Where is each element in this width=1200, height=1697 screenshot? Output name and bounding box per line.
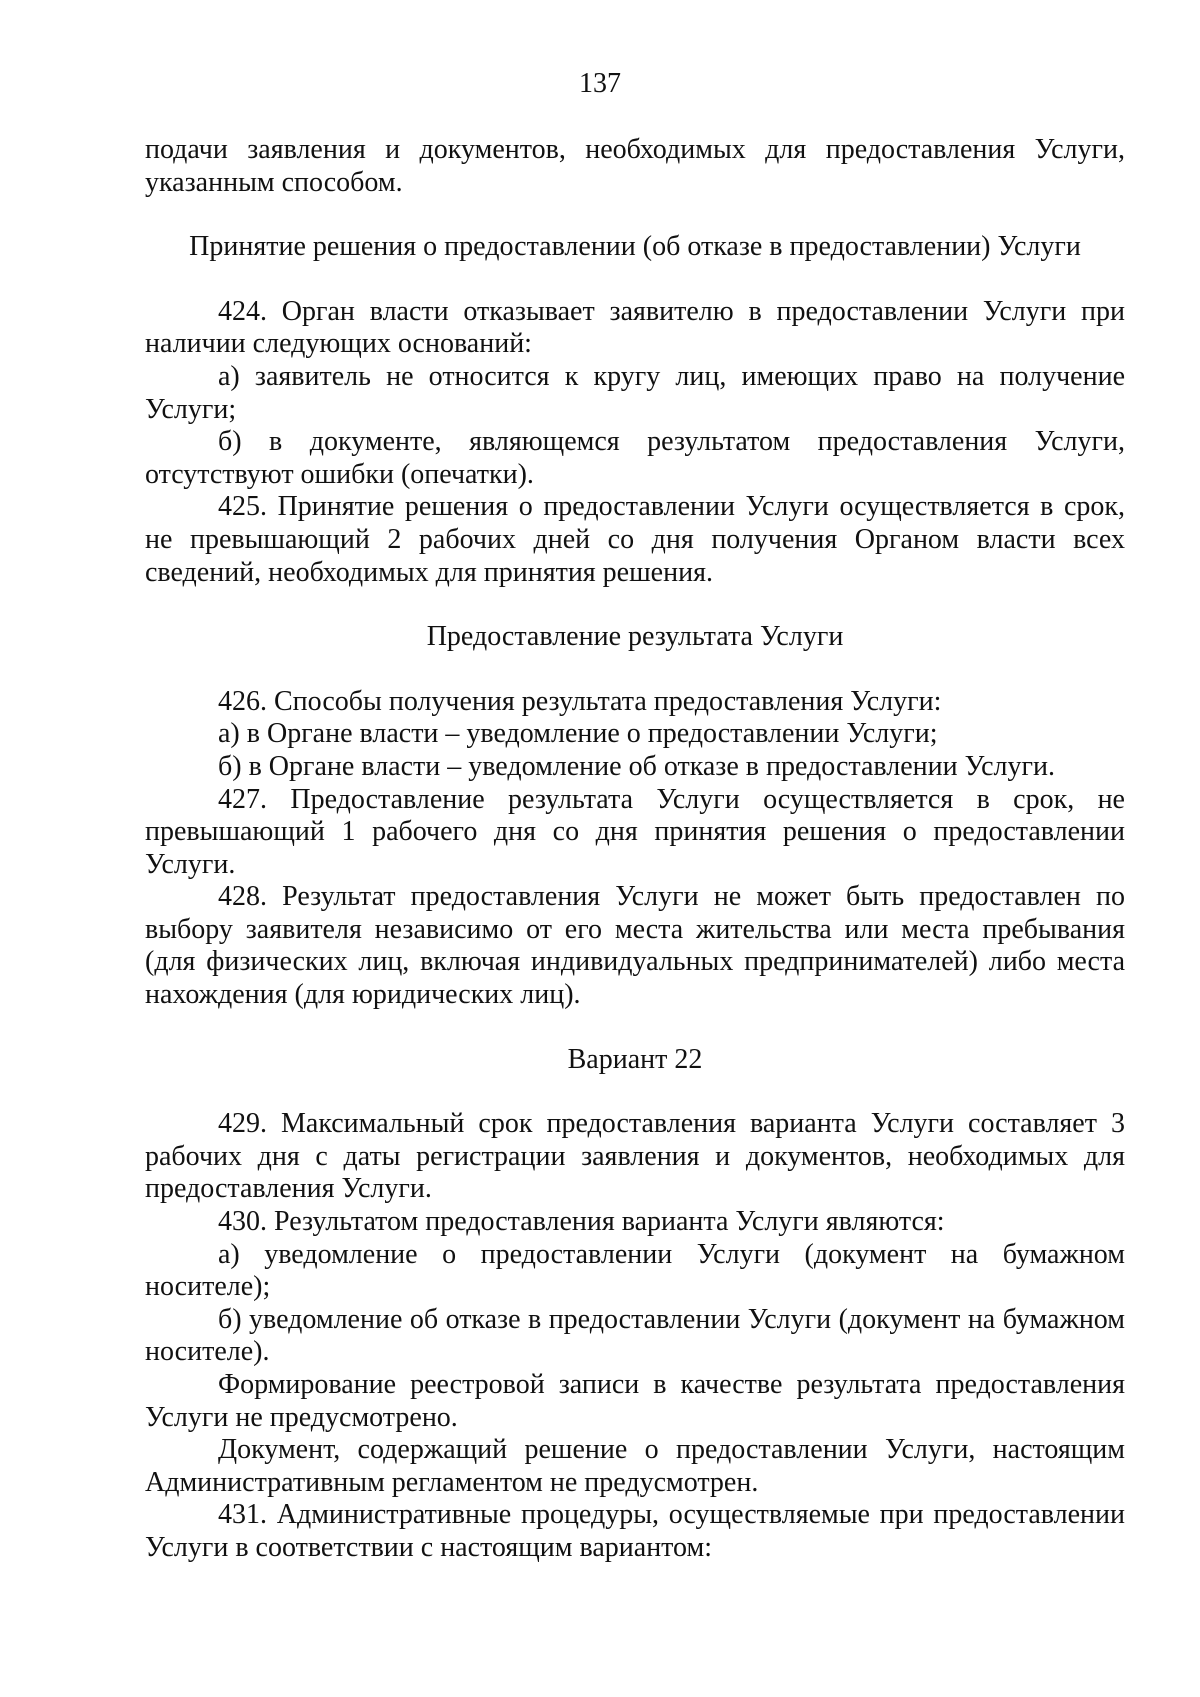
spacer	[145, 1076, 1125, 1108]
paragraph-registry: Формирование реестровой записи в качестве результата предоставления Услуги не предусмотрено.	[145, 1369, 1125, 1433]
section-heading-decision: Принятие решения о предоставлении (об отказе в предоставлении) Услуги	[189, 231, 1081, 263]
section-heading-variant: Вариант 22	[567, 1043, 703, 1075]
paragraph-425: 425. Принятие решения о предоставлении Услуги осуществляется в срок, не превышающий 2 рабочих дней со дня получения Органом власти всех сведений, необходимых для принятия решения.	[145, 491, 1125, 588]
spacer	[145, 199, 1125, 231]
spacer	[145, 264, 1125, 296]
paragraph-430-b: б) уведомление об отказе в предоставлении Услуги (документ на бумажном носителе).	[145, 1303, 1125, 1368]
paragraph-426-b: б) в Органе власти – уведомление об отказе в предоставлении Услуги.	[218, 750, 1055, 782]
spacer	[145, 1012, 1125, 1044]
paragraph-424-b: б) в документе, являющемся результатом предоставления Услуги, отсутствуют ошибки (опечатки).	[145, 426, 1125, 490]
paragraph-424: 424. Орган власти отказывает заявителю в предоставлении Услуги при наличии следующих оснований:	[145, 295, 1125, 360]
document-body	[145, 134, 1125, 1565]
section-heading-result: Предоставление результата Услуги	[426, 621, 844, 653]
paragraph-428: 428. Результат предоставления Услуги не может быть предоставлен по выбору заявителя независимо от его места жительства или места пребывания (для физических лиц, включая индивидуальных предпринимателей) либо места нахождения (для юридических лиц).	[145, 881, 1125, 1011]
paragraph-431: 431. Административные процедуры, осуществляемые при предоставлении Услуги в соответствии с настоящим вариантом:	[145, 1499, 1125, 1563]
spacer	[145, 654, 1125, 686]
paragraph-document: Документ, содержащий решение о предоставлении Услуги, настоящим Административным регламентом не предусмотрен.	[145, 1434, 1125, 1498]
paragraph-427: 427. Предоставление результата Услуги осуществляется в срок, не превышающий 1 рабочего дня со дня принятия решения о предоставлении Услуги.	[145, 783, 1125, 880]
paragraph-continuation: подачи заявления и документов, необходимых для предоставления Услуги, указанным способом.	[145, 134, 1125, 198]
paragraph-426: 426. Способы получения результата предоставления Услуги:	[218, 685, 942, 717]
paragraph-430-a: а) уведомление о предоставлении Услуги (документ на бумажном носителе);	[145, 1238, 1125, 1303]
spacer	[145, 589, 1125, 621]
paragraph-430: 430. Результатом предоставления варианта Услуги являются:	[218, 1206, 945, 1238]
paragraph-429: 429. Максимальный срок предоставления варианта Услуги составляет 3 рабочих дня с даты регистрации заявления и документов, необходимых для предоставления Услуги.	[145, 1108, 1125, 1205]
paragraph-424-a: а) заявитель не относится к кругу лиц, имеющих право на получение Услуги;	[145, 360, 1125, 425]
page-number: 137	[579, 68, 621, 99]
paragraph-426-a: а) в Органе власти – уведомление о предоставлении Услуги;	[218, 718, 938, 750]
